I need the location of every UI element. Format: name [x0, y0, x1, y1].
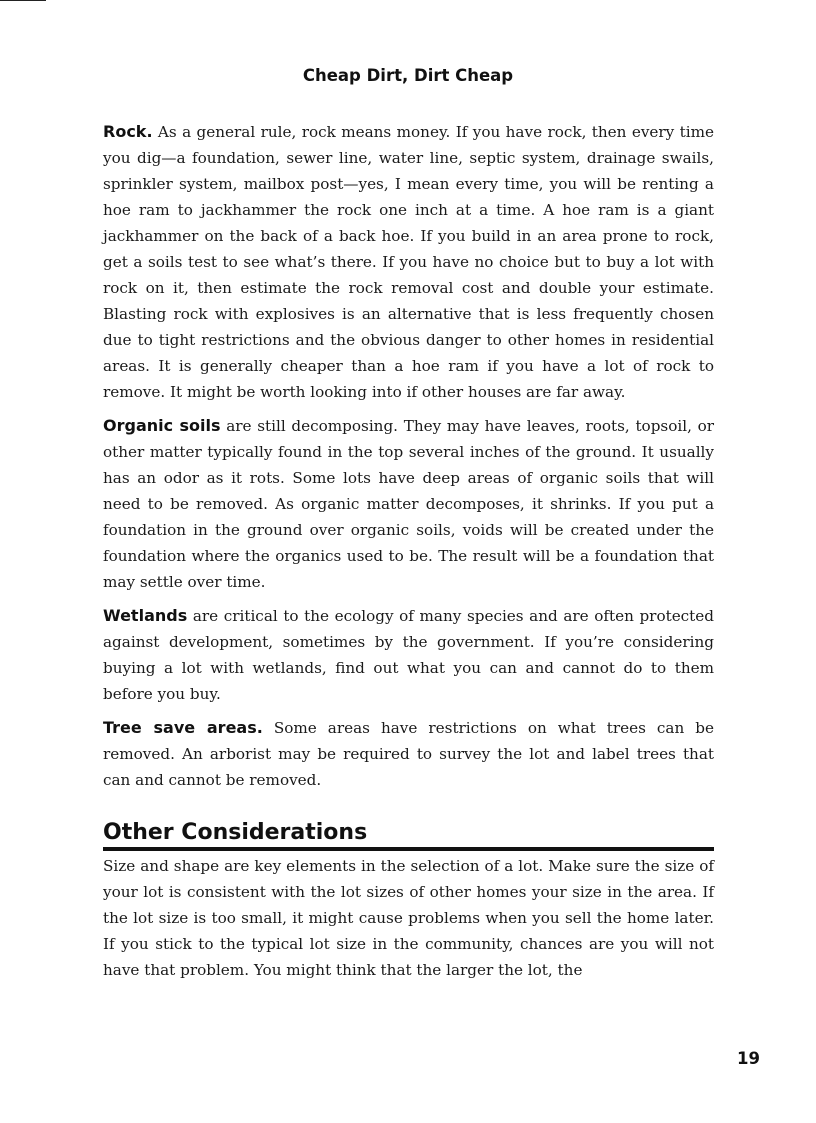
term-rock: Rock.: [103, 122, 153, 141]
paragraph-text: As a general rule, rock means money. If you have rock, then every time you dig—a foundation, sewer line, water line, septic system, drainage swails, sprinkler system, mailbox post—yes, I mean every time, you will be renting a hoe ram to jackhammer the rock one inch at a time. A hoe ram is a giant jackhammer on the back of a back hoe. If you build in an area prone to rock, get a soils test to see what’s there. If you have no choice but to buy a lot with rock on it, then estimate the rock removal cost and double your estimate. Blasting rock with explosives is an alternative that is less frequently chosen due to tight restrictions and the obvious danger to other homes in residential areas. It is generally cheaper than a hoe ram if you have a lot of rock to remove. It might be worth looking into if other houses are far away.: [103, 123, 714, 401]
heading-rule: [103, 847, 714, 851]
paragraph-text: Some areas have restrictions on what trees can be removed. An arborist may be required to survey the lot and label trees that can and cannot be removed.: [103, 719, 714, 789]
running-head: Cheap Dirt, Dirt Cheap: [302, 66, 514, 85]
section-heading: Other Considerations: [103, 820, 368, 845]
term-tree-save-areas: Tree save areas.: [103, 718, 263, 737]
paragraph-organic-soils: [103, 413, 714, 595]
page-number: 19: [737, 1049, 760, 1068]
paragraph-text: are still decomposing. They may have leaves, roots, topsoil, or other matter typically found in the top several inches of the ground. It usually has an odor as it rots. Some lots have deep areas of organic soils that will need to be removed. As organic matter decomposes, it shrinks. If you put a foundation in the ground over organic soils, voids will be created under the foundation where the organics used to be. The result will be a foundation that may settle over time.: [103, 417, 714, 591]
paragraph-wetlands: [103, 603, 714, 707]
paragraph-text: are critical to the ecology of many species and are often protected against development, sometimes by the government. If you’re considering buying a lot with wetlands, find out what you can and cannot do to them before you buy.: [103, 607, 714, 703]
body-column: [103, 119, 714, 991]
paragraph-rock: [103, 119, 714, 405]
paragraph-tree-save-areas: [103, 715, 714, 793]
crop-mark: [0, 0, 46, 1]
term-wetlands: Wetlands: [103, 606, 188, 625]
paragraph-other-considerations: Size and shape are key elements in the selection of a lot. Make sure the size of your lot is consistent with the lot sizes of other homes your size in the area. If the lot size is too small, it might cause problems when you sell the home later. If you stick to the typical lot size in the community, chances are you will not have that problem. You might think that the larger the lot, the: [103, 857, 714, 979]
term-organic-soils: Organic soils: [103, 416, 221, 435]
